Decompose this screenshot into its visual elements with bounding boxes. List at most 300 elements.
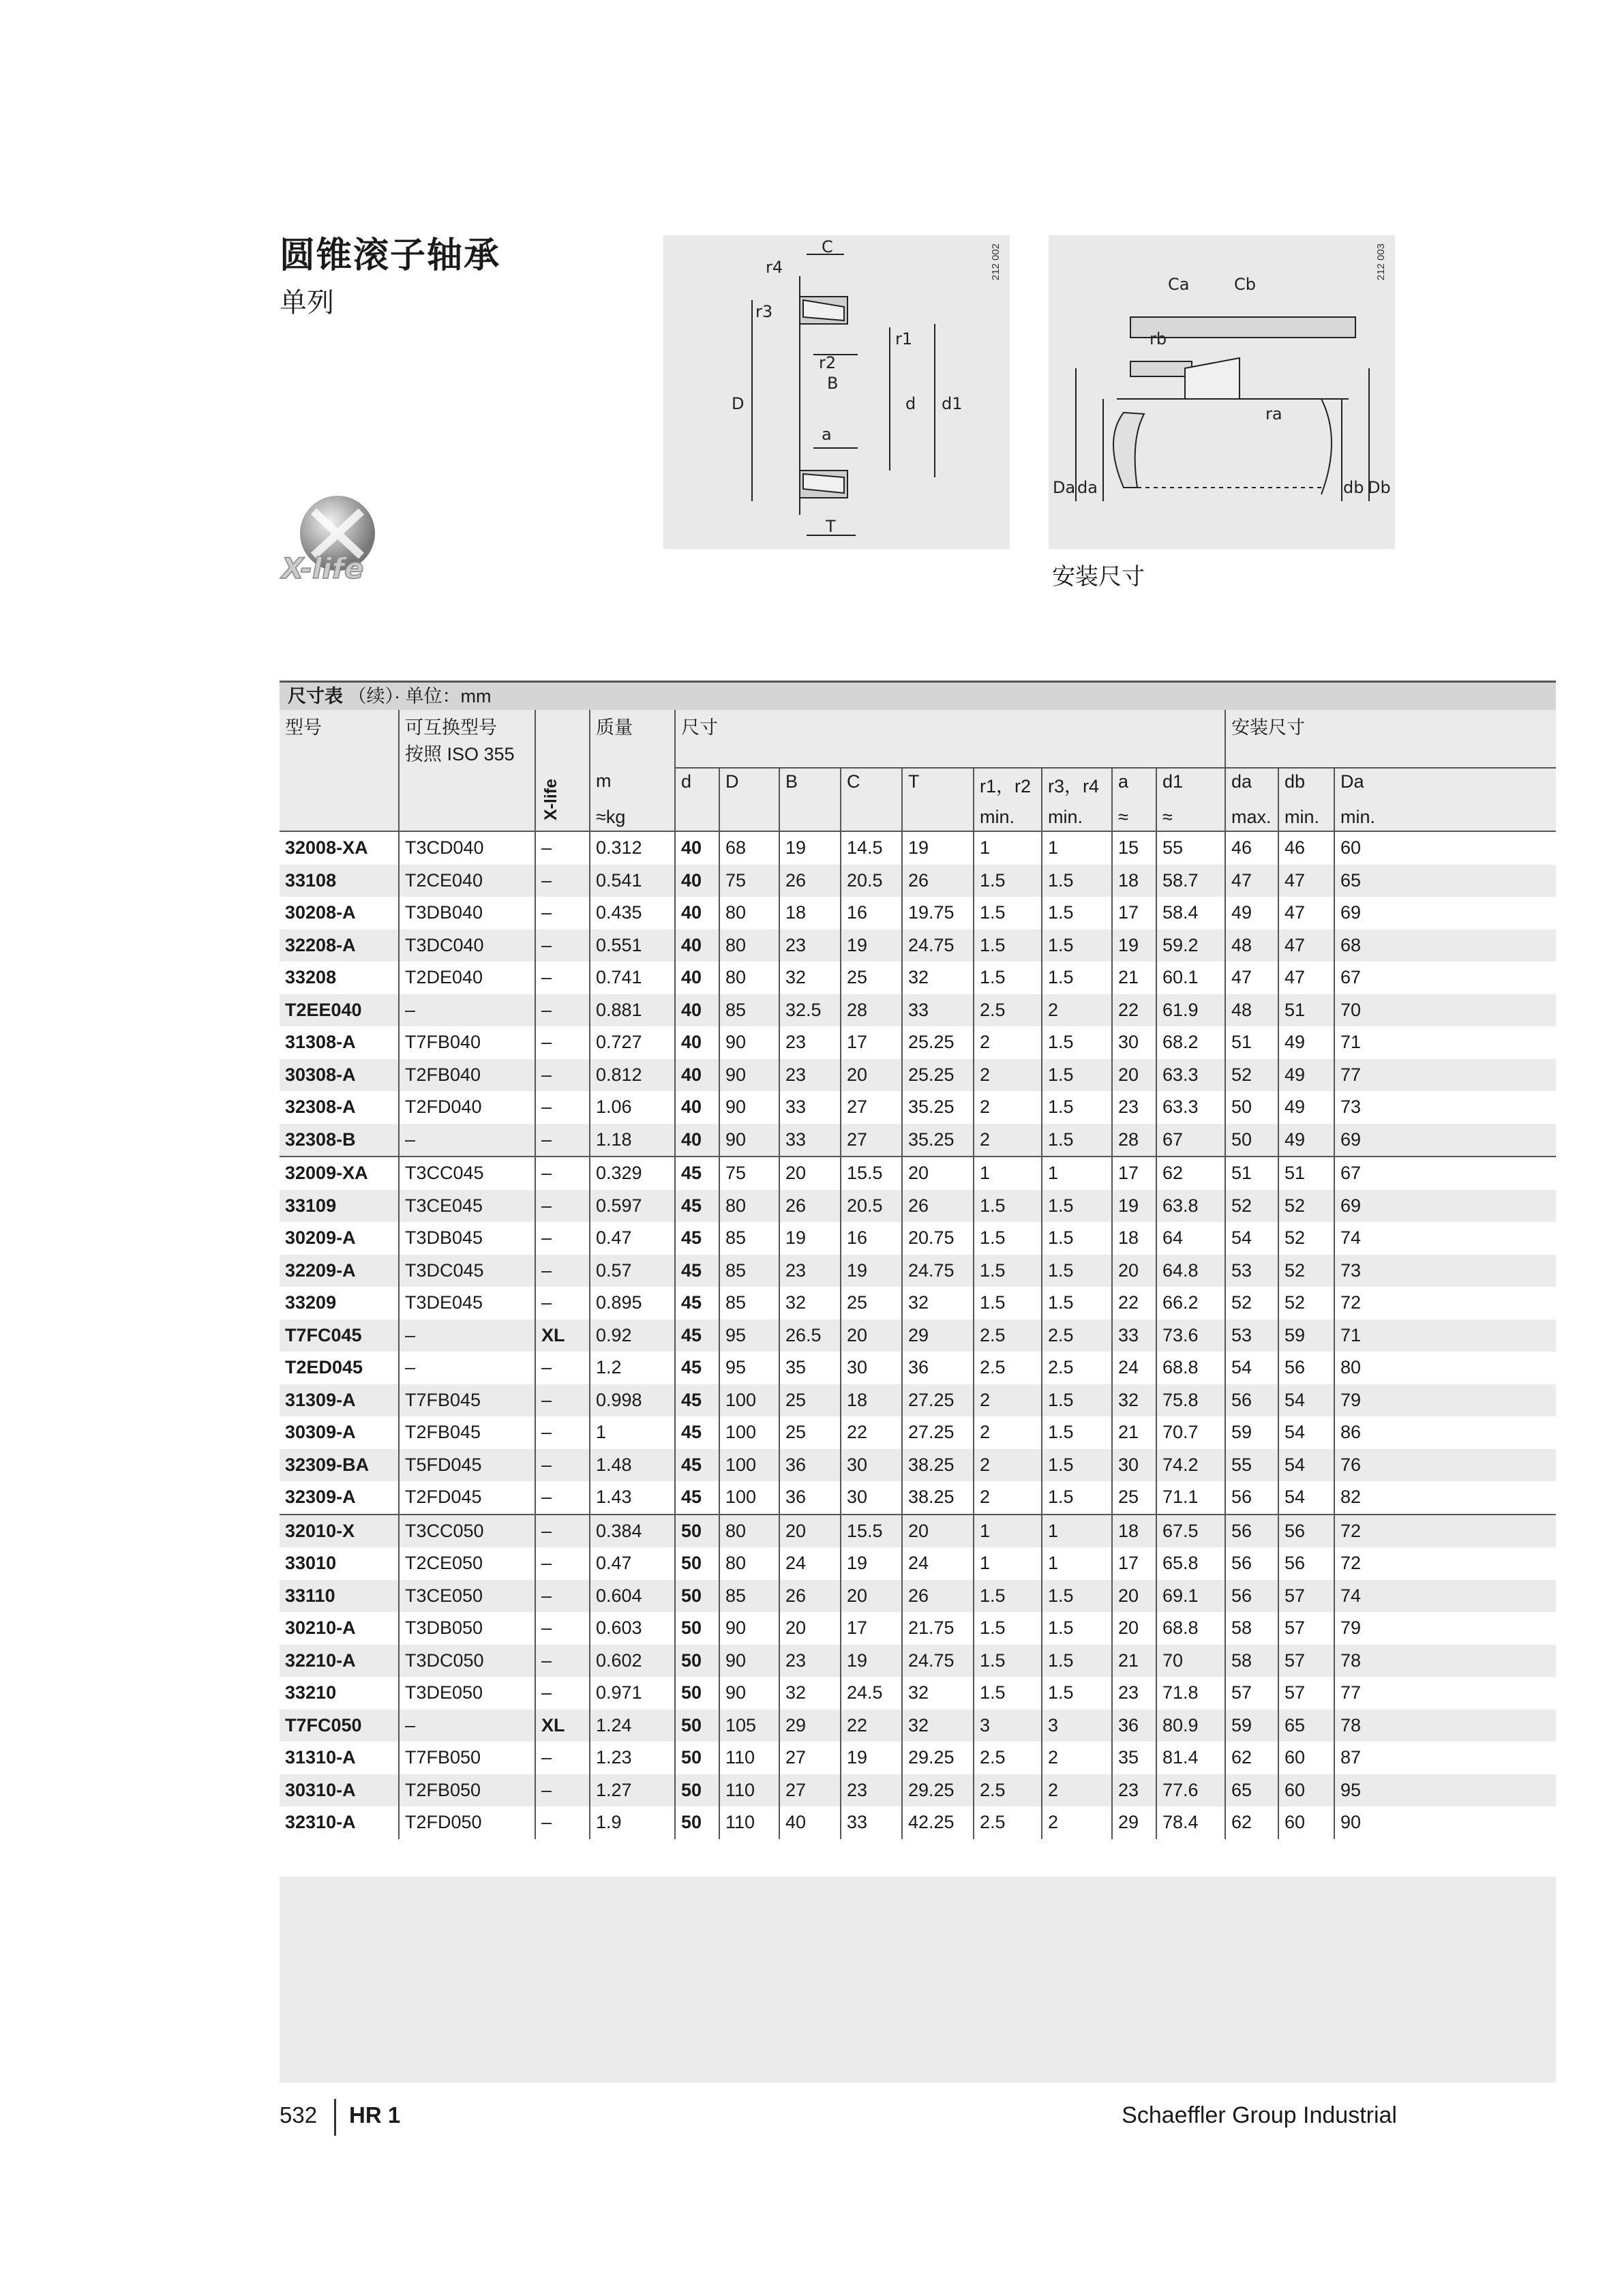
bearing-type-cell: 30308-A <box>280 1059 399 1092</box>
table-cell: 2 <box>1042 1774 1112 1807</box>
table-cell: 20 <box>902 1515 974 1548</box>
table-cell: 49 <box>1225 897 1278 929</box>
table-cell: 45 <box>675 1481 719 1515</box>
table-cell: 47 <box>1225 865 1278 897</box>
table-cell: 86 <box>1334 1416 1556 1449</box>
table-cell: T3DB040 <box>399 897 535 929</box>
table-cell: 36 <box>779 1481 841 1515</box>
table-cell: 68.8 <box>1156 1352 1225 1384</box>
table-cell: 72 <box>1334 1547 1556 1580</box>
table-cell: 27 <box>779 1742 841 1774</box>
table-cell: 32 <box>902 961 974 994</box>
table-row <box>280 897 1556 929</box>
table-cell: 80 <box>719 929 779 962</box>
table-cell: 15.5 <box>841 1515 902 1548</box>
table-cell: 56 <box>1225 1384 1278 1417</box>
table-cell: 19 <box>1112 929 1156 962</box>
col-type: 型号 <box>280 710 399 831</box>
table-cell: 18 <box>1112 865 1156 897</box>
table-row <box>280 994 1556 1027</box>
table-cell: 20 <box>779 1157 841 1190</box>
bearing-type-cell: 32209-A <box>280 1255 399 1287</box>
table-row <box>280 1580 1556 1613</box>
table-cell: – <box>535 1547 590 1580</box>
table-cell: – <box>535 1806 590 1839</box>
table-cell: – <box>535 865 590 897</box>
table-cell: 2 <box>1042 1742 1112 1774</box>
table-cell: 82 <box>1334 1481 1556 1515</box>
table-cell: 70.7 <box>1156 1416 1225 1449</box>
table-cell: T3DB045 <box>399 1222 535 1255</box>
table-cell: 33 <box>902 994 974 1027</box>
table-cell: 27 <box>779 1774 841 1807</box>
table-cell: 50 <box>675 1515 719 1548</box>
table-cell: 76 <box>1334 1449 1556 1482</box>
table-cell: 26 <box>779 1580 841 1613</box>
table-cell: 2 <box>974 1416 1042 1449</box>
table-cell: 40 <box>779 1806 841 1839</box>
bearing-type-cell: 32208-A <box>280 929 399 962</box>
table-cell: 22 <box>1112 994 1156 1027</box>
table-cell: 67 <box>1334 961 1556 994</box>
table-cell: 49 <box>1278 1091 1334 1124</box>
table-cell: – <box>535 1449 590 1482</box>
bearing-type-cell: 32308-B <box>280 1124 399 1157</box>
table-cell: 45 <box>675 1449 719 1482</box>
table-cell: 58.7 <box>1156 865 1225 897</box>
table-cell: 18 <box>779 897 841 929</box>
table-cell: 19 <box>841 1255 902 1287</box>
table-cell: 1 <box>974 1157 1042 1190</box>
table-cell: 74 <box>1334 1222 1556 1255</box>
table-row <box>280 1352 1556 1384</box>
svg-text:rb: rb <box>1150 329 1167 348</box>
table-cell: – <box>535 1416 590 1449</box>
table-cell: 80 <box>719 1515 779 1548</box>
table-cell: 15.5 <box>841 1157 902 1190</box>
table-cell: 85 <box>719 1222 779 1255</box>
table-cell: 1.5 <box>974 1255 1042 1287</box>
table-cell: 49 <box>1278 1026 1334 1059</box>
table-cell: – <box>535 831 590 865</box>
table-cell: 27 <box>841 1091 902 1124</box>
table-cell: – <box>535 1742 590 1774</box>
table-cell: 50 <box>675 1612 719 1645</box>
table-cell: 28 <box>841 994 902 1027</box>
table-cell: 51 <box>1225 1026 1278 1059</box>
table-cell: 2 <box>974 1026 1042 1059</box>
table-cell: 0.998 <box>590 1384 675 1417</box>
table-cell: 50 <box>675 1774 719 1807</box>
table-cell: 18 <box>841 1384 902 1417</box>
col-dimensions: 尺寸 <box>675 710 1225 768</box>
table-cell: 1 <box>590 1416 675 1449</box>
table-cell: – <box>535 961 590 994</box>
table-cell: 21 <box>1112 1416 1156 1449</box>
col-mass: 质量 <box>590 710 675 768</box>
table-cell: 61.9 <box>1156 994 1225 1027</box>
table-cell: 110 <box>719 1774 779 1807</box>
table-cell: 24.75 <box>902 1255 974 1287</box>
table-cell: 2.5 <box>974 1806 1042 1839</box>
svg-text:r2: r2 <box>819 353 837 372</box>
table-cell: 90 <box>719 1612 779 1645</box>
table-cell: 16 <box>841 897 902 929</box>
table-cell: 36 <box>902 1352 974 1384</box>
table-cell: 58 <box>1225 1645 1278 1678</box>
table-cell: 3 <box>974 1710 1042 1742</box>
table-cell: 77 <box>1334 1677 1556 1710</box>
table-cell: 78.4 <box>1156 1806 1225 1839</box>
table-cell: 40 <box>675 1124 719 1157</box>
table-cell: 52 <box>1278 1190 1334 1223</box>
table-cell: 0.329 <box>590 1157 675 1190</box>
table-cell: – <box>535 1124 590 1157</box>
table-cell: 90 <box>719 1059 779 1092</box>
table-cell: 0.881 <box>590 994 675 1027</box>
table-cell: 45 <box>675 1157 719 1190</box>
svg-text:Cb: Cb <box>1234 275 1256 294</box>
bearing-type-cell: 32010-X <box>280 1515 399 1548</box>
table-cell: 45 <box>675 1255 719 1287</box>
table-cell: 69 <box>1334 1124 1556 1157</box>
table-cell: 19 <box>1112 1190 1156 1223</box>
table-cell: 71 <box>1334 1320 1556 1352</box>
table-cell: 90 <box>719 1091 779 1124</box>
table-cell: 60 <box>1278 1774 1334 1807</box>
table-cell: 68.2 <box>1156 1026 1225 1059</box>
table-cell: 80 <box>719 897 779 929</box>
table-cell: 25.25 <box>902 1026 974 1059</box>
table-cell: 60 <box>1278 1806 1334 1839</box>
table-cell: 45 <box>675 1222 719 1255</box>
table-footer-area <box>280 1877 1556 2083</box>
table-row <box>280 1416 1556 1449</box>
table-cell: 85 <box>719 1255 779 1287</box>
table-cell: T7FB050 <box>399 1742 535 1774</box>
table-cell: 80.9 <box>1156 1710 1225 1742</box>
table-row <box>280 1059 1556 1092</box>
footer-divider <box>334 2099 336 2136</box>
table-cell: 71.1 <box>1156 1481 1225 1515</box>
table-cell: 35 <box>1112 1742 1156 1774</box>
table-cell: 2 <box>1042 1806 1112 1839</box>
table-row <box>280 1677 1556 1710</box>
table-cell: T3CC045 <box>399 1157 535 1190</box>
table-cell: 90 <box>1334 1806 1556 1839</box>
table-cell: 59 <box>1278 1320 1334 1352</box>
table-cell: 62 <box>1225 1806 1278 1839</box>
table-cell: 23 <box>1112 1091 1156 1124</box>
table-cell: 26 <box>902 865 974 897</box>
table-cell: 65 <box>1225 1774 1278 1807</box>
table-cell: 90 <box>719 1124 779 1157</box>
table-cell: – <box>535 1190 590 1223</box>
table-cell: 20 <box>841 1059 902 1092</box>
table-cell: 26 <box>779 1190 841 1223</box>
table-cell: T2CE040 <box>399 865 535 897</box>
table-cell: 36 <box>779 1449 841 1482</box>
table-cell: 0.57 <box>590 1255 675 1287</box>
table-cell: – <box>535 1091 590 1124</box>
table-cell: 50 <box>675 1710 719 1742</box>
table-cell: T5FD045 <box>399 1449 535 1482</box>
table-cell: 20 <box>779 1515 841 1548</box>
table-cell: 48 <box>1225 994 1278 1027</box>
table-cell: 1.5 <box>974 865 1042 897</box>
table-cell: 17 <box>841 1026 902 1059</box>
table-cell: 1 <box>1042 831 1112 865</box>
col-mounting: 安装尺寸 <box>1225 710 1556 768</box>
table-cell: 46 <box>1278 831 1334 865</box>
table-cell: T2FB045 <box>399 1416 535 1449</box>
table-cell: 56 <box>1278 1547 1334 1580</box>
table-cell: 1.5 <box>1042 1124 1112 1157</box>
table-cell: 54 <box>1225 1352 1278 1384</box>
bearing-type-cell: 32008-XA <box>285 837 368 858</box>
table-cell: 50 <box>675 1547 719 1580</box>
table-cell: – <box>535 1255 590 1287</box>
table-cell: 32.5 <box>779 994 841 1027</box>
table-cell: – <box>399 994 535 1027</box>
table-row <box>280 1645 1556 1678</box>
table-row <box>280 831 1556 865</box>
table-cell: 67 <box>1334 1157 1556 1190</box>
table-cell: 70 <box>1156 1645 1225 1678</box>
table-cell: 56 <box>1278 1352 1334 1384</box>
table-cell: 33 <box>841 1806 902 1839</box>
table-cell: 62 <box>1225 1742 1278 1774</box>
table-cell: 22 <box>1112 1287 1156 1320</box>
table-cell: 40 <box>675 897 719 929</box>
table-cell: 1.5 <box>1042 1059 1112 1092</box>
table-cell: 69 <box>1334 1190 1556 1223</box>
table-cell: 20.5 <box>841 865 902 897</box>
table-cell: 24.75 <box>902 1645 974 1678</box>
table-cell: 50 <box>675 1645 719 1678</box>
table-cell: 100 <box>719 1449 779 1482</box>
table-cell: T3DC050 <box>399 1645 535 1678</box>
table-cell: 85 <box>719 994 779 1027</box>
table-cell: 29 <box>902 1320 974 1352</box>
table-cell: 40 <box>675 1091 719 1124</box>
table-cell: – <box>535 1515 590 1548</box>
table-cell: 52 <box>1278 1222 1334 1255</box>
svg-text:B: B <box>827 374 839 393</box>
table-cell: 65 <box>1334 865 1556 897</box>
table-cell: 60 <box>1278 1742 1334 1774</box>
table-cell: 1.5 <box>974 1222 1042 1255</box>
bearing-type-cell: 32308-A <box>285 1097 356 1117</box>
table-cell: 78 <box>1334 1645 1556 1678</box>
table-cell: – <box>535 1774 590 1807</box>
table-cell: 47 <box>1278 897 1334 929</box>
table-cell: – <box>535 994 590 1027</box>
table-cell: 110 <box>719 1742 779 1774</box>
table-cell: 2.5 <box>974 1742 1042 1774</box>
table-cell: – <box>535 1612 590 1645</box>
table-cell: 18 <box>1112 1222 1156 1255</box>
table-cell: 30 <box>841 1449 902 1482</box>
table-row <box>280 1384 1556 1417</box>
table-cell: 1.5 <box>1042 1481 1112 1515</box>
table-cell: 50 <box>1225 1091 1278 1124</box>
table-cell: 40 <box>675 1026 719 1059</box>
table-cell: 35.25 <box>902 1091 974 1124</box>
table-cell: 17 <box>1112 1157 1156 1190</box>
table-cell: 72 <box>1334 1287 1556 1320</box>
table-cell: 100 <box>719 1481 779 1515</box>
table-cell: 2 <box>974 1481 1042 1515</box>
table-cell: 20 <box>1112 1612 1156 1645</box>
table-cell: 1.5 <box>1042 865 1112 897</box>
table-cell: 95 <box>719 1352 779 1384</box>
bearing-type-cell: 33010 <box>285 1553 337 1573</box>
table-cell: 1.5 <box>974 1190 1042 1223</box>
table-cell: 1.5 <box>1042 1612 1112 1645</box>
table-row <box>280 1287 1556 1320</box>
svg-text:Db: Db <box>1368 478 1391 497</box>
table-cell: 51 <box>1278 994 1334 1027</box>
table-cell: 66.2 <box>1156 1287 1225 1320</box>
table-cell: 45 <box>675 1352 719 1384</box>
table-cell: 3 <box>1042 1710 1112 1742</box>
table-cell: 2.5 <box>974 1774 1042 1807</box>
table-cell: 78 <box>1334 1710 1556 1742</box>
table-cell: 100 <box>719 1384 779 1417</box>
table-cell: 1.5 <box>1042 1416 1112 1449</box>
table-cell: 1.48 <box>590 1449 675 1482</box>
table-cell: 32 <box>902 1677 974 1710</box>
table-cell: 0.741 <box>590 961 675 994</box>
document-id: HR 1 <box>349 2102 401 2128</box>
table-cell: 35 <box>779 1352 841 1384</box>
table-cell: 54 <box>1278 1416 1334 1449</box>
table-cell: 70 <box>1334 994 1556 1027</box>
table-cell: 72 <box>1334 1515 1556 1548</box>
table-cell: 67 <box>1156 1124 1225 1157</box>
figure-code: 212 002 <box>990 243 1002 281</box>
table-cell: 59 <box>1225 1416 1278 1449</box>
table-cell: 50 <box>675 1580 719 1613</box>
table-row <box>280 1320 1556 1352</box>
table-row <box>280 1774 1556 1807</box>
table-cell: 51 <box>1278 1157 1334 1190</box>
bearing-type-cell: 30309-A <box>285 1422 356 1442</box>
table-cell: 38.25 <box>902 1449 974 1482</box>
table-cell: 26 <box>902 1580 974 1613</box>
table-cell: 0.312 <box>590 831 675 865</box>
bearing-type-cell: 33109 <box>280 1190 399 1223</box>
table-cell: 14.5 <box>841 831 902 865</box>
table-cell: 1 <box>1042 1515 1112 1548</box>
table-cell: 1.18 <box>590 1124 675 1157</box>
table-cell: T3DC040 <box>399 929 535 962</box>
table-cell: 29 <box>1112 1806 1156 1839</box>
table-cell: – <box>535 1222 590 1255</box>
table-cell: 20.75 <box>902 1222 974 1255</box>
table-cell: 25 <box>841 961 902 994</box>
table-cell: 48 <box>1225 929 1278 962</box>
table-cell: 51 <box>1225 1157 1278 1190</box>
table-cell: 40 <box>675 831 719 865</box>
table-cell: 19 <box>902 831 974 865</box>
table-cell: 80 <box>719 1547 779 1580</box>
table-cell: 30 <box>841 1352 902 1384</box>
bearing-type-cell: 30210-A <box>285 1617 356 1638</box>
table-cell: 52 <box>1225 1287 1278 1320</box>
table-cell: 46 <box>1225 831 1278 865</box>
bearing-type-cell: T7FC050 <box>280 1710 399 1742</box>
table-cell: 54 <box>1278 1449 1334 1482</box>
table-cell: 23 <box>779 1026 841 1059</box>
table-cell: 79 <box>1334 1384 1556 1417</box>
table-cell: 63.3 <box>1156 1059 1225 1092</box>
table-cell: 0.604 <box>590 1580 675 1613</box>
table-cell: – <box>535 1384 590 1417</box>
page-subtitle: 单列 <box>280 288 334 318</box>
table-cell: 75 <box>719 865 779 897</box>
table-cell: 40 <box>675 994 719 1027</box>
svg-text:db: db <box>1343 478 1364 497</box>
page-title: 圆锥滚子轴承 <box>280 236 501 275</box>
table-cell: 29.25 <box>902 1774 974 1807</box>
table-cell: 59.2 <box>1156 929 1225 962</box>
company-name: Schaeffler Group Industrial <box>1122 2102 1397 2128</box>
table-row <box>280 1190 1556 1223</box>
table-cell: 54 <box>1278 1481 1334 1515</box>
table-cell: 1.5 <box>974 897 1042 929</box>
table-cell: 27.25 <box>902 1416 974 1449</box>
table-cell: 52 <box>1278 1255 1334 1287</box>
table-cell: 57 <box>1278 1580 1334 1613</box>
table-cell: 23 <box>1112 1774 1156 1807</box>
table-cell: 28 <box>1112 1124 1156 1157</box>
bearing-type-cell: 32009-XA <box>280 1157 399 1190</box>
table-cell: – <box>535 1481 590 1515</box>
table-cell: 60.1 <box>1156 961 1225 994</box>
table-cell: 20 <box>779 1612 841 1645</box>
table-cell: 69 <box>1334 897 1556 929</box>
bearing-type-cell: 31310-A <box>285 1747 356 1768</box>
table-cell: 2 <box>974 1124 1042 1157</box>
table-cell: 80 <box>719 961 779 994</box>
table-cell: 57 <box>1278 1612 1334 1645</box>
table-cell: 0.47 <box>590 1547 675 1580</box>
table-cell: 0.92 <box>590 1320 675 1352</box>
table-cell: 25 <box>1112 1481 1156 1515</box>
table-cell: 16 <box>841 1222 902 1255</box>
table-cell: 23 <box>841 1774 902 1807</box>
table-cell: 32 <box>779 1287 841 1320</box>
table-cell: 57 <box>1278 1645 1334 1678</box>
table-cell: 57 <box>1278 1677 1334 1710</box>
table-cell: 1.5 <box>974 1645 1042 1678</box>
table-cell: 1 <box>974 1547 1042 1580</box>
table-cell: 21 <box>1112 961 1156 994</box>
table-cell: 1 <box>974 1515 1042 1548</box>
table-cell: 40 <box>675 1059 719 1092</box>
table-cell: 38.25 <box>902 1481 974 1515</box>
table-cell: 29 <box>779 1710 841 1742</box>
table-cell: T2FD050 <box>399 1806 535 1839</box>
table-cell: 80 <box>1334 1352 1556 1384</box>
table-cell: 1.5 <box>1042 961 1112 994</box>
table-row <box>280 1806 1556 1839</box>
table-cell: 81.4 <box>1156 1742 1225 1774</box>
bearing-type-cell: 30209-A <box>285 1227 356 1248</box>
dimension-table: 尺寸表 （续）· 单位：mm 型号 可互换型号 按照 ISO 355 X-life 质量 尺寸 安装尺寸 m d D B C T r1，r2 r3，r4 a d1 da db Da ≈kg min. min. ≈ ≈ max. min. min. 32008-XA T3CD040 – 0.312 40 68 19 14.5 19 1 1 15 55 46 46 60 33108 T2CE040 – 0.541 40 75 26 20.5 26 1.5 1.5 18 58.7 47 47 65 30208-A T3DB040 – 0.435 40 80 18 16 19.75 1.5 1.5 17 58.4 49 47 69 32208-A T3DC040 – 0.551 40 80 23 19 24.75 1.5 1.5 19 59.2 48 47 68 33208 T2DE040 – 0.741 40 80 32 25 32 1.5 1.5 21 60.1 47 47 67 T2EE040 – – 0.881 40 85 32.5 28 33 2.5 2 22 61.9 48 51 70 31308-A T7FB040 – 0.727 40 90 23 17 25.25 2 1.5 30 68.2 51 49 71 30308-A T2FB040 – 0.812 40 90 23 20 25.25 2 1.5 20 63.3 52 49 77 32308-A T2FD040 – 1.06 40 90 33 27 35.25 2 1.5 23 63.3 50 49 73 32308-B – – 1.18 40 90 33 27 35.25 2 1.5 28 67 50 49 69 32009-XA T3CC045 – 0.329 45 75 20 15.5 20 1 1 17 62 51 51 67 33109 T3CE045 – 0.597 45 80 26 20.5 26 1.5 1.5 19 63.8 52 52 69 30209-A T3DB045 – 0.47 45 85 19 16 20.75 1.5 1.5 18 64 54 52 74 32209-A T3DC045 – 0.57 45 85 23 19 24.75 1.5 1.5 20 64.8 53 52 73 33209 T3DE045 – 0.895 45 85 32 25 32 1.5 1.5 22 66.2 52 52 72 T7FC045 – XL 0.92 45 95 26.5 20 29 2.5 2.5 33 73.6 53 59 71 T2ED045 – – 1.2 45 95 35 30 36 2.5 2.5 24 68.8 54 56 80 31309-A T7FB045 – 0.998 45 100 25 18 27.25 2 1.5 32 75.8 56 54 79 30309-A T2FB045 – 1 45 100 25 22 27.25 2 1.5 21 70.7 59 54 86 32309-BA T5FD045 – 1.48 45 100 36 30 38.25 2 1.5 30 74.2 55 54 76 32309-A T2FD045 – 1.43 45 100 36 30 38.25 2 1.5 25 71.1 56 54 82 32010-X T3CC050 – 0.384 50 80 20 15.5 20 1 1 18 67.5 56 56 72 33010 T2CE050 – 0.47 50 80 24 19 24 1 1 17 65.8 56 56 72 33110 T3CE050 – 0.604 50 85 26 20 26 1.5 1.5 20 69.1 56 57 74 30210-A T3DB050 – 0.603 50 90 20 17 21.75 1.5 1.5 20 68.8 58 57 79 32210-A T3DC050 – 0.602 50 90 23 19 24.75 1.5 1.5 21 70 58 57 78 33210 T3DE050 – 0.971 50 90 32 24.5 32 1.5 1.5 23 71.8 57 57 77 T7FC050 – XL 1.24 50 105 29 22 32 3 3 36 80.9 59 65 78 31310-A T7FB050 – 1.23 50 110 27 19 29.25 2.5 2 35 81.4 62 60 87 30310-A T2FB050 – 1.27 50 110 27 23 29.25 2.5 2 23 77.6 65 60 95 32310-A T2FD050 – 1.9 50 110 40 33 42.25 2.5 2 29 78.4 62 60 90 <box>280 681 1556 1839</box>
